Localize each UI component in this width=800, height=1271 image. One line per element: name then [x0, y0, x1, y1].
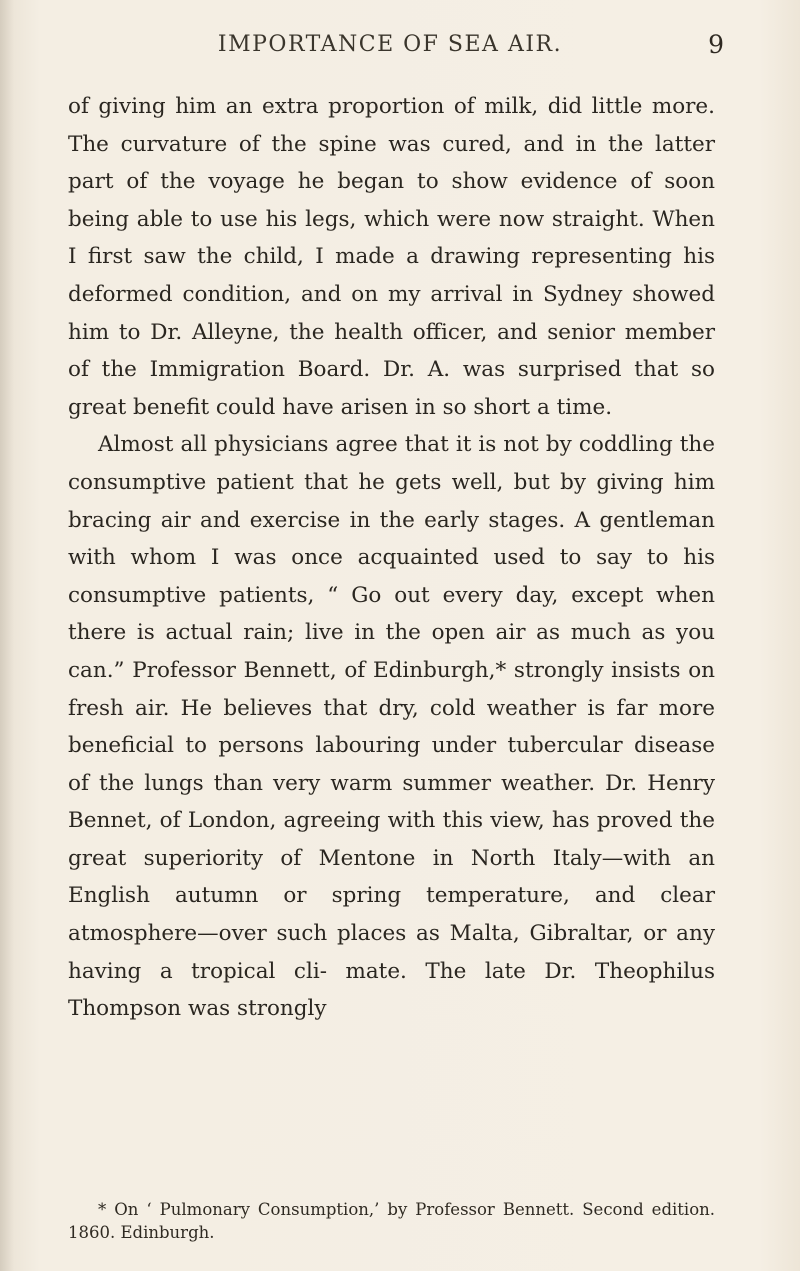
- page-gutter-shadow: [0, 0, 14, 1271]
- body-text: [68, 88, 715, 1028]
- paragraph-2: Almost all physicians agree that it is not by coddling the consumptive patient that he gets well, but by giving him bracing air and exercise in the early stages. A gentleman with whom I was once acquainted used to say to his consumptive patients, “ Go out every day, except when there is actual rain; live in the open air as much as you can.” Professor Bennett, of Edinburgh,* strongly insists on fresh air. He believes that dry, cold weather is far more beneficial to persons labouring under tubercular disease of the lungs than very warm summer weather. Dr. Henry Bennet, of London, agreeing with this view, has proved the great superiority of Mentone in North Italy—with an English autumn or spring temperature, and clear atmosphere—over such places as Malta, Gibraltar, or any having a tropical cli- mate. The late Dr. Theophilus Thompson was strongly: [68, 432, 715, 1022]
- footnote: * On ‘ Pulmonary Consumption,’ by Professor Bennett. Second edition. 1860. Edinburgh.: [68, 1200, 715, 1242]
- running-header: [70, 18, 724, 78]
- page-number: 9: [708, 30, 724, 59]
- running-title: IMPORTANCE OF SEA AIR.: [217, 32, 563, 57]
- paragraph-1: of giving him an extra proportion of milk, did little more. The curvature of the spine was cured, and in the latter part of the voyage he began to show evidence of soon being able to use his legs, which were now straight. When I first saw the child, I made a drawing representing his deformed condition, and on my arrival in Sydney showed him to Dr. Alleyne, the health officer, and senior member of the Immigration Board. Dr. A. was surprised that so great benefit could have arisen in so short a time.: [68, 94, 715, 420]
